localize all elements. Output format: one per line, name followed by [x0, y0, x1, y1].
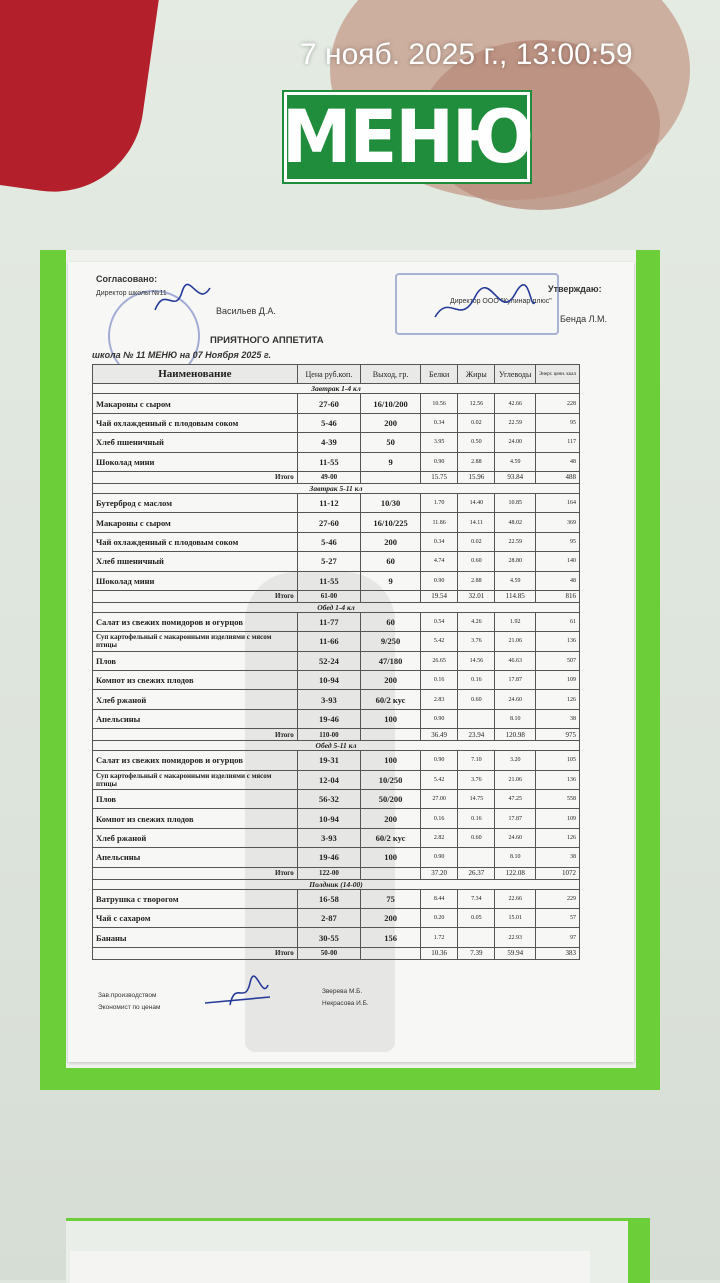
cell-c: 42.66 — [495, 394, 536, 413]
cell-c: 22.66 — [495, 889, 536, 908]
signature-left-icon — [150, 280, 220, 320]
approved-left-name: Васильев Д.А. — [216, 306, 276, 316]
cell-p: 2.83 — [421, 690, 458, 709]
cell-c: 24.60 — [495, 828, 536, 847]
cell-yield: 156 — [361, 928, 421, 947]
total-label: Итого — [93, 590, 298, 602]
cell-f: 12.56 — [458, 394, 495, 413]
table-row — [93, 770, 580, 789]
cell-c: 3.20 — [495, 751, 536, 770]
cell-name: Хлеб пшеничный — [93, 552, 298, 571]
cell-e: 109 — [535, 809, 579, 828]
total-row — [93, 867, 580, 879]
cell-e: 38 — [535, 848, 579, 867]
total-f: 23.94 — [458, 729, 495, 741]
total-row — [93, 471, 580, 483]
cell-e: 164 — [535, 493, 579, 512]
signature-footer-icon — [200, 975, 280, 1015]
cell-name: Хлеб пшеничный — [93, 433, 298, 452]
cell-yield: 100 — [361, 751, 421, 770]
table-row — [93, 552, 580, 571]
cell-f: 3.76 — [458, 632, 495, 651]
cell-price: 5-27 — [297, 552, 360, 571]
table-row — [93, 790, 580, 809]
cell-yield: 60/2 кус — [361, 828, 421, 847]
table-row — [93, 571, 580, 590]
cell-price: 19-46 — [297, 709, 360, 728]
photo-timestamp: 7 нояб. 2025 г., 13:00:59 — [300, 38, 633, 71]
table-row — [93, 493, 580, 512]
approved-right-label: Утверждаю: — [548, 284, 602, 294]
total-f: 7.39 — [458, 947, 495, 959]
cell-yield: 10/250 — [361, 770, 421, 789]
cell-e: 61 — [535, 612, 579, 631]
table-row — [93, 413, 580, 432]
total-c: 93.84 — [495, 471, 536, 483]
cell-e: 48 — [535, 452, 579, 471]
cell-e: 558 — [535, 790, 579, 809]
cell-price: 5-46 — [297, 413, 360, 432]
cell-e: 136 — [535, 770, 579, 789]
cell-c: 22.59 — [495, 532, 536, 551]
total-row — [93, 729, 580, 741]
table-row — [93, 908, 580, 927]
cell-name: Компот из свежих плодов — [93, 671, 298, 690]
section-title-row — [93, 602, 580, 612]
cell-p: 4.74 — [421, 552, 458, 571]
cell-name: Суп картофельный с макаронными изделиями с мясом птицы — [93, 632, 298, 651]
cell-yield: 200 — [361, 532, 421, 551]
table-row — [93, 751, 580, 770]
cell-f: 0.16 — [458, 809, 495, 828]
cell-f: 0.16 — [458, 671, 495, 690]
cell-p: 0.16 — [421, 671, 458, 690]
cell-p: 0.54 — [421, 612, 458, 631]
total-e: 383 — [535, 947, 579, 959]
cell-c: 46.63 — [495, 651, 536, 670]
menu-table — [92, 364, 580, 960]
cell-p: 0.34 — [421, 532, 458, 551]
cell-name: Суп картофельный с макаронными изделиями с мясом птицы — [93, 770, 298, 789]
table-row — [93, 394, 580, 413]
cell-p: 3.95 — [421, 433, 458, 452]
cell-c: 21.06 — [495, 632, 536, 651]
total-e: 975 — [535, 729, 579, 741]
table-header-row — [93, 365, 580, 384]
cell-price: 56-32 — [297, 790, 360, 809]
cell-f: 0.02 — [458, 413, 495, 432]
cell-c: 22.93 — [495, 928, 536, 947]
cell-price: 19-46 — [297, 848, 360, 867]
cell-yield: 200 — [361, 908, 421, 927]
cell-name: Чай с сахаром — [93, 908, 298, 927]
cell-c: 48.02 — [495, 513, 536, 532]
cell-price: 3-93 — [297, 828, 360, 847]
cell-p: 0.20 — [421, 908, 458, 927]
cell-p: 0.34 — [421, 413, 458, 432]
cell-p: 0.90 — [421, 571, 458, 590]
section-title-row — [93, 879, 580, 889]
cell-c: 21.06 — [495, 770, 536, 789]
cell-yield: 200 — [361, 809, 421, 828]
cell-c: 10.85 — [495, 493, 536, 512]
cell-p: 1.70 — [421, 493, 458, 512]
section-title: Полдник (14-00) — [93, 879, 580, 889]
cell-e: 48 — [535, 571, 579, 590]
section-title: Завтрак 5-11 кл — [93, 483, 580, 493]
table-row — [93, 632, 580, 651]
cell-price: 19-31 — [297, 751, 360, 770]
table-row — [93, 809, 580, 828]
cell-p: 2.82 — [421, 828, 458, 847]
doc-title-line1: ПРИЯТНОГО АППЕТИТА — [210, 335, 324, 346]
cell-price: 11-12 — [297, 493, 360, 512]
total-f: 26.37 — [458, 867, 495, 879]
approved-left-label: Согласовано: — [96, 274, 158, 284]
cell-yield: 9 — [361, 571, 421, 590]
total-p: 37.20 — [421, 867, 458, 879]
cell-name: Апельсины — [93, 848, 298, 867]
total-c: 122.08 — [495, 867, 536, 879]
total-price: 122-00 — [297, 867, 360, 879]
cell-name: Апельсины — [93, 709, 298, 728]
cell-price: 10-94 — [297, 671, 360, 690]
cell-c: 24.00 — [495, 433, 536, 452]
total-f: 15.96 — [458, 471, 495, 483]
section-title-row — [93, 384, 580, 394]
cell-yield: 16/10/225 — [361, 513, 421, 532]
table-row — [93, 452, 580, 471]
table-row — [93, 889, 580, 908]
cell-f: 14.11 — [458, 513, 495, 532]
cell-yield: 200 — [361, 671, 421, 690]
cell-yield: 16/10/200 — [361, 394, 421, 413]
cell-name: Салат из свежих помидоров и огурцов — [93, 612, 298, 631]
cell-price: 3-93 — [297, 690, 360, 709]
col-protein: Белки — [421, 365, 458, 384]
cell-yield: 9 — [361, 452, 421, 471]
footer-name2: Некрасова И.Б. — [322, 1000, 369, 1007]
cell-c: 4.59 — [495, 452, 536, 471]
table-row — [93, 532, 580, 551]
cell-e: 117 — [535, 433, 579, 452]
cell-price: 5-46 — [297, 532, 360, 551]
cell-f: 2.88 — [458, 571, 495, 590]
menu-sign-text: МЕНЮ — [281, 93, 533, 181]
cell-e: 369 — [535, 513, 579, 532]
cell-yield: 50/200 — [361, 790, 421, 809]
cell-f — [458, 848, 495, 867]
total-e: 816 — [535, 590, 579, 602]
cell-p: 27.00 — [421, 790, 458, 809]
cell-e: 95 — [535, 532, 579, 551]
cell-p: 0.90 — [421, 452, 458, 471]
total-c: 114.85 — [495, 590, 536, 602]
total-e: 488 — [535, 471, 579, 483]
cell-yield: 100 — [361, 848, 421, 867]
cell-e: 38 — [535, 709, 579, 728]
total-label: Итого — [93, 729, 298, 741]
cell-yield: 75 — [361, 889, 421, 908]
total-e: 1072 — [535, 867, 579, 879]
cell-price: 27-60 — [297, 513, 360, 532]
cell-c: 1.92 — [495, 612, 536, 631]
col-fat: Жиры — [458, 365, 495, 384]
cell-p: 1.72 — [421, 928, 458, 947]
cell-c: 28.80 — [495, 552, 536, 571]
cell-name: Макароны с сыром — [93, 394, 298, 413]
cell-yield: 9/250 — [361, 632, 421, 651]
cell-name: Хлеб ржаной — [93, 828, 298, 847]
cell-name: Чай охлажденный с плодовым соком — [93, 413, 298, 432]
total-f: 32.01 — [458, 590, 495, 602]
total-row — [93, 590, 580, 602]
cell-price: 11-55 — [297, 571, 360, 590]
table-row — [93, 709, 580, 728]
cell-p: 0.90 — [421, 751, 458, 770]
total-c: 59.94 — [495, 947, 536, 959]
cell-e: 229 — [535, 889, 579, 908]
cell-e: 507 — [535, 651, 579, 670]
cell-f: 0.60 — [458, 690, 495, 709]
cell-e: 126 — [535, 828, 579, 847]
table-row — [93, 828, 580, 847]
table-row — [93, 928, 580, 947]
cell-name: Бутерброд с маслом — [93, 493, 298, 512]
cell-f: 0.05 — [458, 908, 495, 927]
cell-e: 136 — [535, 632, 579, 651]
cell-name: Хлеб ржаной — [93, 690, 298, 709]
cell-name: Макароны с сыром — [93, 513, 298, 532]
cell-price: 11-77 — [297, 612, 360, 631]
cell-price: 27-60 — [297, 394, 360, 413]
section-title: Завтрак 1-4 кл — [93, 384, 580, 394]
signature-right-icon — [430, 282, 540, 332]
total-price: 110-00 — [297, 729, 360, 741]
section-title: Обед 1-4 кл — [93, 602, 580, 612]
cell-f — [458, 928, 495, 947]
cell-yield: 10/30 — [361, 493, 421, 512]
cell-price: 4-39 — [297, 433, 360, 452]
cell-price: 52-24 — [297, 651, 360, 670]
cell-price: 10-94 — [297, 809, 360, 828]
lower-poster-frame — [66, 1218, 650, 1283]
cell-p: 0.90 — [421, 848, 458, 867]
cell-p: 26.65 — [421, 651, 458, 670]
cell-f — [458, 709, 495, 728]
cell-yield: 60 — [361, 612, 421, 631]
cell-e: 105 — [535, 751, 579, 770]
cell-f: 7.10 — [458, 751, 495, 770]
section-title-row — [93, 483, 580, 493]
cell-yield: 47/180 — [361, 651, 421, 670]
cell-c: 8.10 — [495, 709, 536, 728]
cell-f: 3.76 — [458, 770, 495, 789]
cell-e: 57 — [535, 908, 579, 927]
cell-price: 11-66 — [297, 632, 360, 651]
cell-price: 11-55 — [297, 452, 360, 471]
cell-f: 0.60 — [458, 552, 495, 571]
total-p: 15.75 — [421, 471, 458, 483]
cell-e: 95 — [535, 413, 579, 432]
table-row — [93, 690, 580, 709]
cell-name: Компот из свежих плодов — [93, 809, 298, 828]
table-row — [93, 671, 580, 690]
cell-f: 0.60 — [458, 828, 495, 847]
total-p: 36.49 — [421, 729, 458, 741]
cell-c: 17.87 — [495, 671, 536, 690]
cell-c: 47.25 — [495, 790, 536, 809]
approved-right-name: Бенда Л.М. — [560, 314, 608, 324]
cell-p: 5.42 — [421, 632, 458, 651]
section-title: Обед 5-11 кл — [93, 741, 580, 751]
cell-p: 0.16 — [421, 809, 458, 828]
cell-e: 228 — [535, 394, 579, 413]
table-row — [93, 513, 580, 532]
cell-c: 4.59 — [495, 571, 536, 590]
cell-f: 2.88 — [458, 452, 495, 471]
section-title-row — [93, 741, 580, 751]
col-carbs: Углеводы — [495, 365, 536, 384]
cell-name: Бананы — [93, 928, 298, 947]
table-row — [93, 848, 580, 867]
total-price: 49-00 — [297, 471, 360, 483]
cell-yield: 200 — [361, 413, 421, 432]
menu-table-body — [93, 384, 580, 959]
table-row — [93, 433, 580, 452]
cell-e: 97 — [535, 928, 579, 947]
total-label: Итого — [93, 947, 298, 959]
col-yield: Выход, гр. — [361, 365, 421, 384]
menu-sign — [281, 92, 533, 182]
footer-name1: Зверева М.Б. — [322, 988, 363, 995]
cell-f: 0.50 — [458, 433, 495, 452]
table-row — [93, 651, 580, 670]
cell-price: 2-87 — [297, 908, 360, 927]
cell-name: Ватрушка с творогом — [93, 889, 298, 908]
table-row — [93, 612, 580, 631]
cell-f: 7.34 — [458, 889, 495, 908]
cell-f: 0.02 — [458, 532, 495, 551]
cell-c: 22.59 — [495, 413, 536, 432]
cell-f: 4.26 — [458, 612, 495, 631]
cell-p: 0.90 — [421, 709, 458, 728]
cell-f: 14.75 — [458, 790, 495, 809]
cell-c: 15.01 — [495, 908, 536, 927]
total-p: 10.36 — [421, 947, 458, 959]
col-price: Цена руб.коп. — [297, 365, 360, 384]
footer-role2: Экономист по ценам — [98, 1004, 161, 1011]
cell-name: Плов — [93, 651, 298, 670]
total-p: 19.54 — [421, 590, 458, 602]
cell-yield: 60 — [361, 552, 421, 571]
cell-name: Шоколад мини — [93, 452, 298, 471]
cell-price: 12-04 — [297, 770, 360, 789]
cell-name: Плов — [93, 790, 298, 809]
cell-f: 14.40 — [458, 493, 495, 512]
cell-f: 14.56 — [458, 651, 495, 670]
cell-e: 109 — [535, 671, 579, 690]
cell-e: 140 — [535, 552, 579, 571]
total-label: Итого — [93, 867, 298, 879]
approved-right-role: Директор ООО "Кулинар-плюс" — [450, 298, 552, 305]
col-energy: Энерг. ценн. ккал — [535, 365, 579, 384]
cell-e: 126 — [535, 690, 579, 709]
cell-p: 5.42 — [421, 770, 458, 789]
cell-price: 30-55 — [297, 928, 360, 947]
cell-price: 16-58 — [297, 889, 360, 908]
total-label: Итого — [93, 471, 298, 483]
cell-yield: 100 — [361, 709, 421, 728]
total-c: 120.98 — [495, 729, 536, 741]
col-name: Наименование — [93, 365, 298, 384]
cell-c: 8.10 — [495, 848, 536, 867]
cell-c: 24.60 — [495, 690, 536, 709]
cell-p: 11.86 — [421, 513, 458, 532]
total-price: 61-00 — [297, 590, 360, 602]
cell-c: 17.87 — [495, 809, 536, 828]
cell-name: Чай охлажденный с плодовым соком — [93, 532, 298, 551]
cell-p: 8.44 — [421, 889, 458, 908]
cell-name: Салат из свежих помидоров и огурцов — [93, 751, 298, 770]
cell-p: 10.56 — [421, 394, 458, 413]
cell-yield: 60/2 кус — [361, 690, 421, 709]
cell-yield: 50 — [361, 433, 421, 452]
cell-name: Шоколад мини — [93, 571, 298, 590]
approved-left-role: Директор школы №11 — [96, 290, 167, 297]
footer-role1: Зав.производством — [98, 992, 157, 999]
total-row — [93, 947, 580, 959]
doc-title-line2: школа № 11 МЕНЮ на 07 Ноября 2025 г. — [92, 350, 272, 360]
total-price: 50-00 — [297, 947, 360, 959]
